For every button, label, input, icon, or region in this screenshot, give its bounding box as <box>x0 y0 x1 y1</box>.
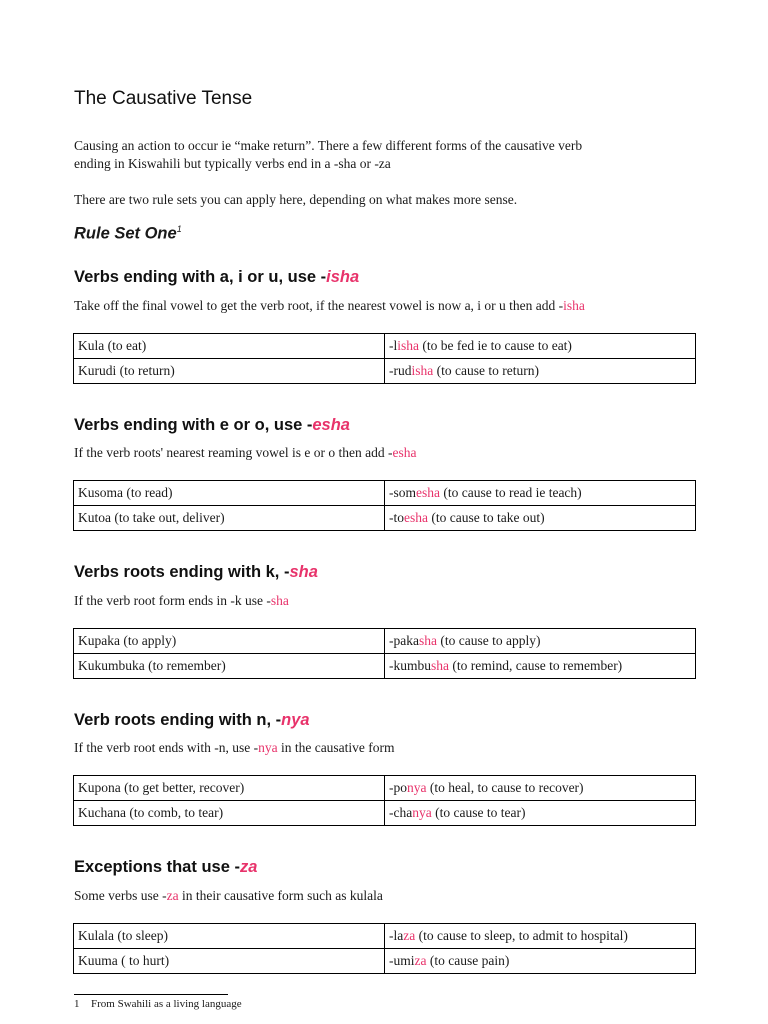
verb-table <box>73 775 696 826</box>
verb-cell: Kula (to eat) <box>74 334 385 359</box>
table-row <box>74 359 696 384</box>
table-row <box>74 776 696 801</box>
verb-cell: Kukumbuka (to remember) <box>74 654 385 679</box>
footnote <box>74 998 242 1010</box>
section-description: Take off the final vowel to get the verb root, if the nearest vowel is now a, i or u then add -isha <box>74 298 585 313</box>
section-heading: Verbs ending with a, i or u, use -isha <box>74 268 360 286</box>
table-row <box>74 506 696 531</box>
footnote-number: 1 <box>74 998 80 1010</box>
verb-table <box>73 333 696 384</box>
intro-line: ending in Kiswahili but typically verbs end in a -sha or -za <box>74 156 391 171</box>
section-heading: Verbs ending with e or o, use -esha <box>74 416 350 434</box>
causative-cell: -chanya (to cause to tear) <box>385 801 696 826</box>
section-description: If the verb roots' nearest reaming vowel is e or o then add -esha <box>74 445 417 460</box>
section-description: Some verbs use -za in their causative form such as kulala <box>74 888 383 903</box>
causative-cell: -laza (to cause to sleep, to admit to hospital) <box>385 924 696 949</box>
verb-cell: Kupaka (to apply) <box>74 629 385 654</box>
verb-cell: Kurudi (to return) <box>74 359 385 384</box>
verb-cell: Kupona (to get better, recover) <box>74 776 385 801</box>
causative-cell: -ponya (to heal, to cause to recover) <box>385 776 696 801</box>
table-row <box>74 481 696 506</box>
verb-cell: Kulala (to sleep) <box>74 924 385 949</box>
causative-cell: -kumbusha (to remind, cause to remember) <box>385 654 696 679</box>
section-description: If the verb root ends with -n, use -nya in the causative form <box>74 740 395 755</box>
verb-cell: Kusoma (to read) <box>74 481 385 506</box>
table-row <box>74 654 696 679</box>
section-heading: Verb roots ending with n, -nya <box>74 711 310 729</box>
table-row <box>74 924 696 949</box>
causative-cell: -somesha (to cause to read ie teach) <box>385 481 696 506</box>
section-heading: Verbs roots ending with k, -sha <box>74 563 318 581</box>
rule-set-heading <box>74 224 182 244</box>
verb-table <box>73 480 696 531</box>
footnote-text: From Swahili as a living language <box>91 998 242 1010</box>
intro-paragraph-2: There are two rule sets you can apply here, depending on what makes more sense. <box>74 192 518 207</box>
verb-table <box>73 628 696 679</box>
causative-cell: -lisha (to be fed ie to cause to eat) <box>385 334 696 359</box>
verb-cell: Kuchana (to comb, to tear) <box>74 801 385 826</box>
causative-cell: -pakasha (to cause to apply) <box>385 629 696 654</box>
verb-table <box>73 923 696 974</box>
page-title: The Causative Tense <box>74 88 253 109</box>
table-row <box>74 801 696 826</box>
table-row <box>74 629 696 654</box>
causative-cell: -rudisha (to cause to return) <box>385 359 696 384</box>
causative-cell: -umiza (to cause pain) <box>385 949 696 974</box>
intro-paragraph <box>74 137 694 173</box>
rule-set-label: Rule Set One <box>74 224 177 243</box>
causative-cell: -toesha (to cause to take out) <box>385 506 696 531</box>
footnote-divider <box>74 994 228 995</box>
intro-line: Causing an action to occur ie “make return”. There a few different forms of the causative verb <box>74 138 583 153</box>
table-row <box>74 334 696 359</box>
section-heading: Exceptions that use -za <box>74 858 258 876</box>
table-row <box>74 949 696 974</box>
footnote-ref: 1 <box>176 224 182 234</box>
verb-cell: Kuuma ( to hurt) <box>74 949 385 974</box>
verb-cell: Kutoa (to take out, deliver) <box>74 506 385 531</box>
section-description: If the verb root form ends in -k use -sha <box>74 593 289 608</box>
